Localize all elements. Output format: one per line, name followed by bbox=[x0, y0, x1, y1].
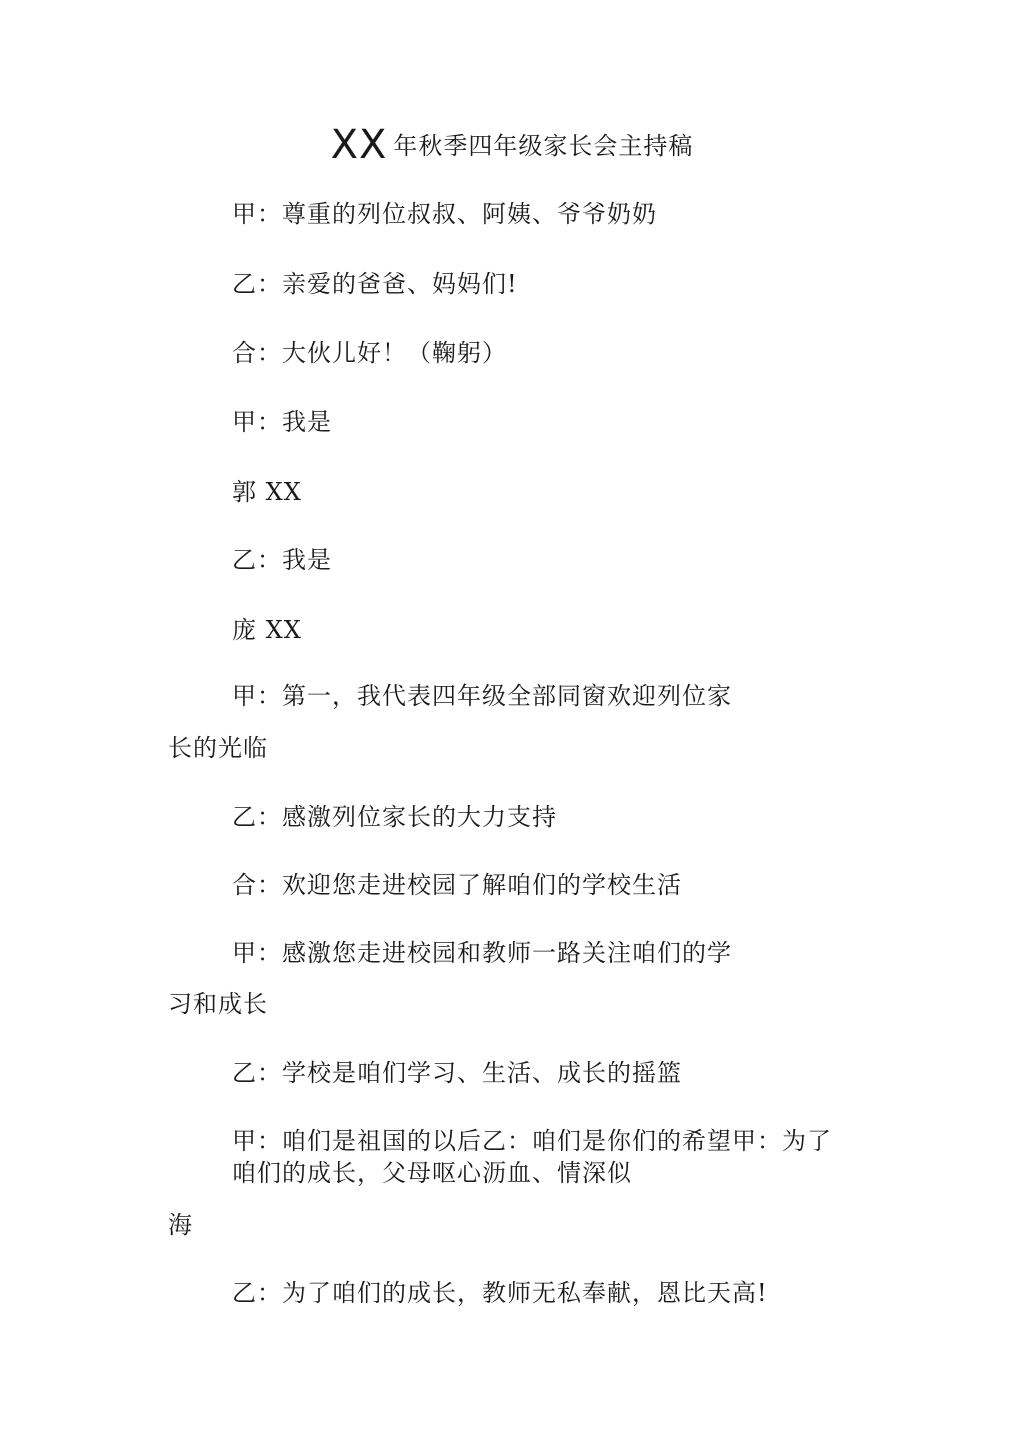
script-line: 乙：为了咱们的成长，教师无私奉献，恩比天高! bbox=[232, 1279, 768, 1307]
script-line: 甲：感激您走进校园和教师一路关注咱们的学 bbox=[232, 939, 732, 967]
title-text: 年秋季四年级家长会主持稿 bbox=[393, 132, 694, 160]
script-line: 甲：我是 bbox=[232, 408, 332, 436]
script-line-continuation: 咱们的成长，父母呕心沥血、情深似 bbox=[232, 1159, 632, 1187]
script-line: 乙：亲爱的爸爸、妈妈们! bbox=[232, 270, 518, 298]
script-line: 甲：尊重的列位叔叔、阿姨、爷爷奶奶 bbox=[232, 200, 657, 228]
script-line-continuation: 长的光临 bbox=[168, 734, 268, 762]
script-line: 甲：第一，我代表四年级全部同窗欢迎列位家 bbox=[232, 682, 732, 710]
script-line: 乙：学校是咱们学习、生活、成长的摇篮 bbox=[232, 1059, 682, 1087]
document-title bbox=[0, 122, 1024, 168]
script-line: 合：欢迎您走进校园了解咱们的学校生活 bbox=[232, 871, 682, 899]
script-line: 庞 XX bbox=[232, 616, 302, 644]
script-line-continuation: 海 bbox=[168, 1211, 193, 1239]
script-line-continuation: 习和成长 bbox=[168, 990, 268, 1018]
script-line: 乙：我是 bbox=[232, 546, 332, 574]
script-line: 郭 XX bbox=[232, 478, 302, 506]
script-line: 乙：感激列位家长的大力支持 bbox=[232, 803, 557, 831]
script-line: 合：大伙儿好！（鞠躬） bbox=[232, 339, 507, 367]
script-line: 甲：咱们是祖国的以后乙：咱们是你们的希望甲：为了 bbox=[232, 1127, 832, 1155]
title-year-placeholder: XX bbox=[330, 122, 388, 168]
